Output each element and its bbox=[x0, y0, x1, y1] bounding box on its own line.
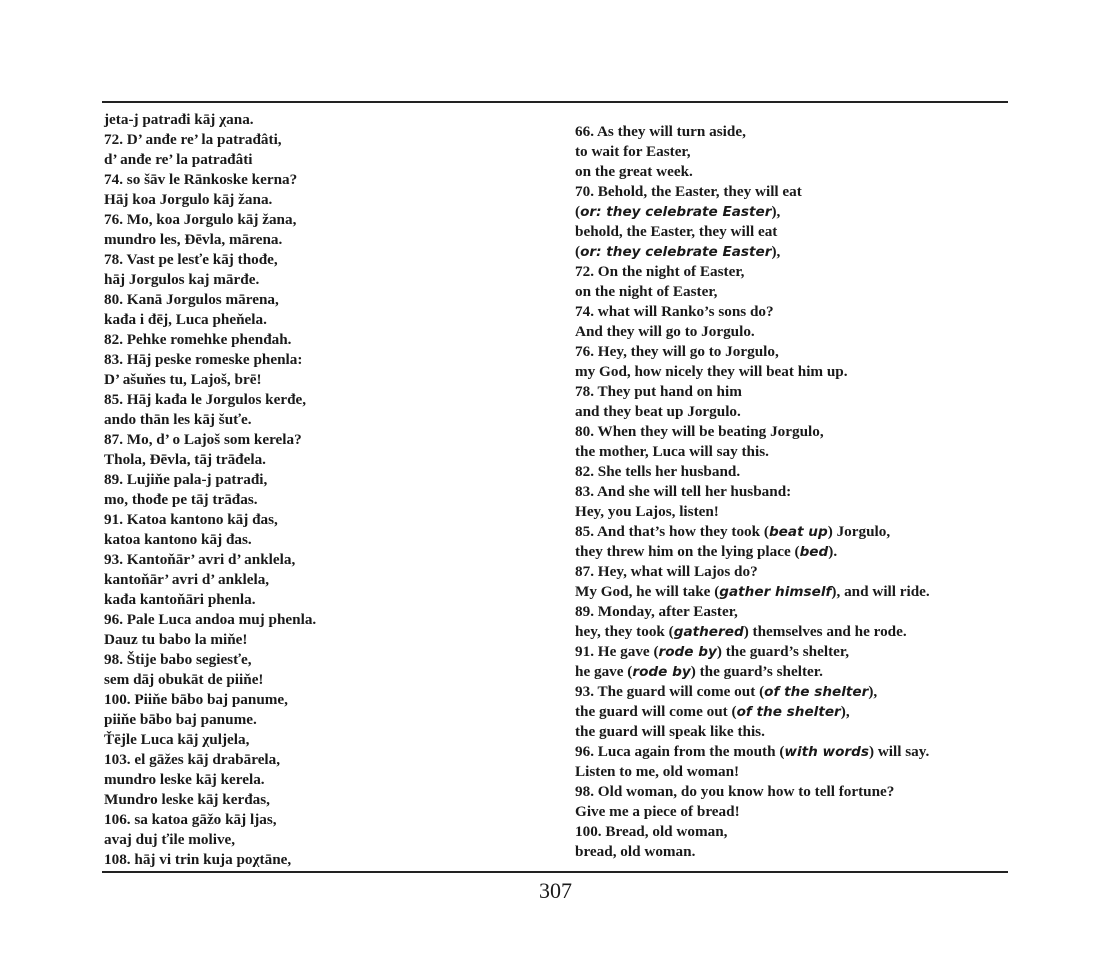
english-translation-column bbox=[575, 122, 1005, 862]
verse-line: And they will go to Jorgulo. bbox=[575, 323, 755, 340]
verse-line: 93. Kantoňār’ avri d’ anklela, bbox=[104, 551, 296, 568]
verse-line: 91. Katoa kantono kāj đas, bbox=[104, 511, 278, 528]
verse-line: Ťējle Luca kāj χuljela, bbox=[104, 731, 250, 748]
verse-line: on the great week. bbox=[575, 163, 693, 180]
verse-line: 70. Behold, the Easter, they will eat bbox=[575, 183, 802, 200]
verse-line: 96. Pale Luca andoa muj phenla. bbox=[104, 611, 317, 628]
top-rule bbox=[102, 101, 1008, 103]
verse-line: 89. Monday, after Easter, bbox=[575, 603, 738, 620]
verse-line: 72. D’ anđe re’ la patrađâti, bbox=[104, 131, 282, 148]
verse-line: 83. And she will tell her husband: bbox=[575, 483, 792, 500]
verse-line: 108. hāj vi trin kuja poχtāne, bbox=[104, 851, 292, 868]
verse-line: mundro leske kāj kerela. bbox=[104, 771, 265, 788]
verse-line: 72. On the night of Easter, bbox=[575, 263, 745, 280]
verse-line: 83. Hāj peske romeske phenla: bbox=[104, 351, 303, 368]
verse-line: D’ ašuňes tu, Lajoš, brē! bbox=[104, 371, 262, 388]
verse-line: hey, they took (gathered) themselves and he rode. bbox=[575, 623, 907, 640]
verse-line: 100. Bread, old woman, bbox=[575, 823, 728, 840]
verse-line: Give me a piece of bread! bbox=[575, 803, 740, 820]
romani-text-column bbox=[104, 110, 544, 870]
verse-line: 100. Piiňe bābo baj panume, bbox=[104, 691, 288, 708]
verse-line: 98. Old woman, do you know how to tell fortune? bbox=[575, 783, 895, 800]
verse-line: 87. Mo, d’ o Lajoš som kerela? bbox=[104, 431, 302, 448]
verse-line: to wait for Easter, bbox=[575, 143, 691, 160]
verse-line: 78. They put hand on him bbox=[575, 383, 742, 400]
verse-line: piiňe bābo baj panume. bbox=[104, 711, 257, 728]
verse-line: 82. Pehke romehke phenđah. bbox=[104, 331, 292, 348]
verse-line: 80. Kanā Jorgulos mārena, bbox=[104, 291, 279, 308]
verse-line: 106. sa katoa gāžo kāj ljas, bbox=[104, 811, 277, 828]
verse-line: ando thān les kāj šuťe. bbox=[104, 411, 252, 428]
verse-line: they threw him on the lying place (bed). bbox=[575, 543, 838, 560]
verse-line: mundro les, Đēvla, mārena. bbox=[104, 231, 283, 248]
page-number: 307 bbox=[539, 878, 572, 903]
verse-line: hāj Jorgulos kaj mārđe. bbox=[104, 271, 260, 288]
verse-line: Dauz tu babo la miňe! bbox=[104, 631, 248, 648]
verse-line: 96. Luca again from the mouth (with words) will say. bbox=[575, 743, 930, 760]
verse-line: kantoňār’ avri d’ anklela, bbox=[104, 571, 270, 588]
verse-line: (or: they celebrate Easter), bbox=[575, 203, 781, 220]
verse-line: avaj duj ťile molive, bbox=[104, 831, 236, 848]
bottom-rule bbox=[102, 871, 1008, 873]
verse-line: on the night of Easter, bbox=[575, 283, 718, 300]
verse-line: Listen to me, old woman! bbox=[575, 763, 740, 780]
verse-line: My God, he will take (gather himself), and will ride. bbox=[575, 583, 930, 600]
verse-line: 76. Mo, koa Jorgulo kāj žana, bbox=[104, 211, 297, 228]
verse-line: my God, how nicely they will beat him up. bbox=[575, 363, 848, 380]
verse-line: 74. what will Ranko’s sons do? bbox=[575, 303, 774, 320]
verse-line: 89. Lujiňe pala-j patrađi, bbox=[104, 471, 268, 488]
verse-line: 80. When they will be beating Jorgulo, bbox=[575, 423, 824, 440]
verse-line: 103. el gāžes kāj drabārela, bbox=[104, 751, 281, 768]
verse-line: 76. Hey, they will go to Jorgulo, bbox=[575, 343, 779, 360]
verse-line: the guard will speak like this. bbox=[575, 723, 765, 740]
verse-line: jeta-j patrađi kāj χana. bbox=[104, 111, 254, 128]
verse-line: bread, old woman. bbox=[575, 843, 696, 860]
verse-line: katoa kantono kāj đas. bbox=[104, 531, 252, 548]
verse-line: 85. Hāj kađa le Jorgulos kerđe, bbox=[104, 391, 307, 408]
verse-line: 98. Štije babo segiesťe, bbox=[104, 651, 252, 668]
verse-line: 74. so šāv le Rānkoske kerna? bbox=[104, 171, 298, 188]
verse-line: kađa kantoňāri phenla. bbox=[104, 591, 256, 608]
verse-line: Hey, you Lajos, listen! bbox=[575, 503, 719, 520]
verse-line: 91. He gave (rode by) the guard’s shelter, bbox=[575, 643, 850, 660]
verse-line: 85. And that’s how they took (beat up) Jorgulo, bbox=[575, 523, 891, 540]
verse-line: and they beat up Jorgulo. bbox=[575, 403, 741, 420]
verse-line: 93. The guard will come out (of the shelter), bbox=[575, 683, 878, 700]
verse-line: 82. She tells her husband. bbox=[575, 463, 741, 480]
verse-line: the mother, Luca will say this. bbox=[575, 443, 769, 460]
verse-line: 78. Vast pe lesťe kāj thođe, bbox=[104, 251, 278, 268]
verse-line: Mundro leske kāj kerđas, bbox=[104, 791, 270, 808]
verse-line: sem dāj obukāt de piiňe! bbox=[104, 671, 264, 688]
verse-line: Hāj koa Jorgulo kāj žana. bbox=[104, 191, 273, 208]
verse-line: the guard will come out (of the shelter), bbox=[575, 703, 850, 720]
verse-line: 87. Hey, what will Lajos do? bbox=[575, 563, 758, 580]
verse-line: d’ anđe re’ la patrađâti bbox=[104, 151, 253, 168]
verse-line: 66. As they will turn aside, bbox=[575, 123, 746, 140]
verse-line: mo, thođe pe tāj trāđas. bbox=[104, 491, 258, 508]
verse-line: kađa i đēj, Luca pheňela. bbox=[104, 311, 267, 328]
verse-line: Thola, Đēvla, tāj trāđela. bbox=[104, 451, 266, 468]
verse-line: he gave (rode by) the guard’s shelter. bbox=[575, 663, 823, 680]
verse-line: behold, the Easter, they will eat bbox=[575, 223, 778, 240]
verse-line: (or: they celebrate Easter), bbox=[575, 243, 781, 260]
